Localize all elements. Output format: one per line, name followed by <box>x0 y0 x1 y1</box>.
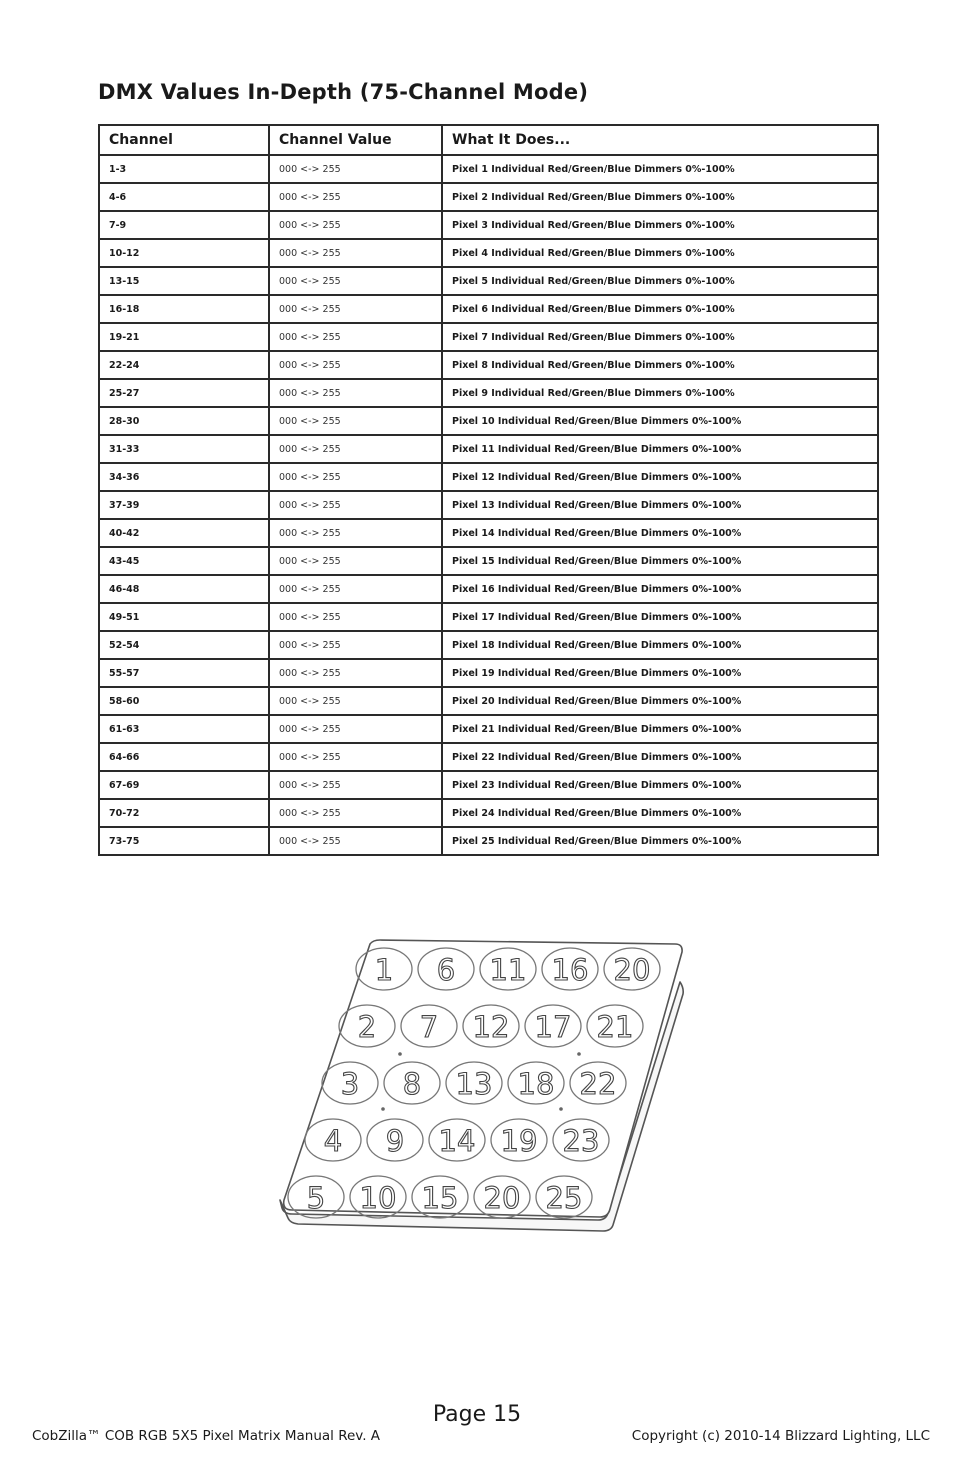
description-cell: Pixel 24 Individual Red/Green/Blue Dimmers 0%-100% <box>442 799 878 827</box>
table-row <box>99 799 878 827</box>
pixel-number: 18 <box>517 1067 555 1101</box>
pixel-number: 19 <box>500 1124 538 1158</box>
channel-cell: 40-42 <box>99 519 269 547</box>
channel-cell: 52-54 <box>99 631 269 659</box>
channel-cell: 46-48 <box>99 575 269 603</box>
channel-cell: 4-6 <box>99 183 269 211</box>
channel-cell: 37-39 <box>99 491 269 519</box>
channel-value-cell: 000 <-> 255 <box>269 631 442 659</box>
table-row <box>99 239 878 267</box>
channel-cell: 31-33 <box>99 435 269 463</box>
description-cell: Pixel 17 Individual Red/Green/Blue Dimmers 0%-100% <box>442 603 878 631</box>
pixel-number: 20 <box>483 1181 521 1215</box>
description-cell: Pixel 5 Individual Red/Green/Blue Dimmers 0%-100% <box>442 267 878 295</box>
description-cell: Pixel 1 Individual Red/Green/Blue Dimmers 0%-100% <box>442 155 878 183</box>
pixel-number: 23 <box>562 1124 600 1158</box>
table-row <box>99 603 878 631</box>
channel-cell: 28-30 <box>99 407 269 435</box>
description-cell: Pixel 15 Individual Red/Green/Blue Dimmers 0%-100% <box>442 547 878 575</box>
table-header-row <box>99 125 878 155</box>
pixel-number: 17 <box>534 1010 572 1044</box>
description-cell: Pixel 2 Individual Red/Green/Blue Dimmers 0%-100% <box>442 183 878 211</box>
channel-value-cell: 000 <-> 255 <box>269 519 442 547</box>
description-cell: Pixel 13 Individual Red/Green/Blue Dimmers 0%-100% <box>442 491 878 519</box>
decor-dot <box>559 1107 563 1111</box>
channel-cell: 43-45 <box>99 547 269 575</box>
channel-cell: 49-51 <box>99 603 269 631</box>
channel-value-cell: 000 <-> 255 <box>269 715 442 743</box>
pixel-number: 21 <box>596 1010 634 1044</box>
channel-value-cell: 000 <-> 255 <box>269 267 442 295</box>
pixel-number: 22 <box>579 1067 617 1101</box>
channel-value-cell: 000 <-> 255 <box>269 211 442 239</box>
column-header-channel: Channel <box>99 125 269 155</box>
pixel-number: 13 <box>455 1067 493 1101</box>
channel-cell: 61-63 <box>99 715 269 743</box>
pixel-number: 25 <box>545 1181 583 1215</box>
pixel-number: 11 <box>489 953 527 987</box>
pixel-number: 4 <box>323 1124 343 1158</box>
description-cell: Pixel 12 Individual Red/Green/Blue Dimmers 0%-100% <box>442 463 878 491</box>
column-header-channel-value: Channel Value <box>269 125 442 155</box>
decor-dot <box>398 1052 402 1056</box>
page-title: DMX Values In-Depth (75-Channel Mode) <box>98 80 589 104</box>
channel-value-cell: 000 <-> 255 <box>269 743 442 771</box>
channel-value-cell: 000 <-> 255 <box>269 155 442 183</box>
table-row <box>99 659 878 687</box>
table-row <box>99 771 878 799</box>
table-row <box>99 519 878 547</box>
channel-cell: 70-72 <box>99 799 269 827</box>
channel-value-cell: 000 <-> 255 <box>269 827 442 855</box>
description-cell: Pixel 19 Individual Red/Green/Blue Dimmers 0%-100% <box>442 659 878 687</box>
description-cell: Pixel 18 Individual Red/Green/Blue Dimmers 0%-100% <box>442 631 878 659</box>
pixel-number: 3 <box>340 1067 360 1101</box>
channel-cell: 64-66 <box>99 743 269 771</box>
page-number: Page 15 <box>432 1402 522 1427</box>
pixel-number: 8 <box>402 1067 422 1101</box>
channel-value-cell: 000 <-> 255 <box>269 463 442 491</box>
decor-dot <box>577 1052 581 1056</box>
channel-value-cell: 000 <-> 255 <box>269 183 442 211</box>
channel-cell: 25-27 <box>99 379 269 407</box>
description-cell: Pixel 22 Individual Red/Green/Blue Dimmers 0%-100% <box>442 743 878 771</box>
channel-value-cell: 000 <-> 255 <box>269 547 442 575</box>
channel-cell: 13-15 <box>99 267 269 295</box>
channel-value-cell: 000 <-> 255 <box>269 239 442 267</box>
description-cell: Pixel 14 Individual Red/Green/Blue Dimmers 0%-100% <box>442 519 878 547</box>
pixel-number: 16 <box>551 953 589 987</box>
description-cell: Pixel 9 Individual Red/Green/Blue Dimmers 0%-100% <box>442 379 878 407</box>
table-row <box>99 743 878 771</box>
channel-cell: 58-60 <box>99 687 269 715</box>
channel-cell: 10-12 <box>99 239 269 267</box>
description-cell: Pixel 8 Individual Red/Green/Blue Dimmers 0%-100% <box>442 351 878 379</box>
channel-value-cell: 000 <-> 255 <box>269 379 442 407</box>
pixel-number: 15 <box>421 1181 459 1215</box>
description-cell: Pixel 23 Individual Red/Green/Blue Dimmers 0%-100% <box>442 771 878 799</box>
pixel-number: 5 <box>306 1181 326 1215</box>
pixel-number: 7 <box>419 1010 439 1044</box>
pixel-number: 12 <box>472 1010 510 1044</box>
channel-value-cell: 000 <-> 255 <box>269 351 442 379</box>
channel-value-cell: 000 <-> 255 <box>269 323 442 351</box>
channel-value-cell: 000 <-> 255 <box>269 659 442 687</box>
decor-dot <box>381 1107 385 1111</box>
table-row <box>99 435 878 463</box>
channel-cell: 19-21 <box>99 323 269 351</box>
footer-manual-title: CobZilla™ COB RGB 5X5 Pixel Matrix Manual Rev. A <box>32 1428 381 1444</box>
table-row <box>99 827 878 855</box>
table-row <box>99 715 878 743</box>
pixel-number: 20 <box>613 953 651 987</box>
description-cell: Pixel 6 Individual Red/Green/Blue Dimmers 0%-100% <box>442 295 878 323</box>
channel-value-cell: 000 <-> 255 <box>269 435 442 463</box>
channel-cell: 1-3 <box>99 155 269 183</box>
description-cell: Pixel 10 Individual Red/Green/Blue Dimmers 0%-100% <box>442 407 878 435</box>
table-row <box>99 491 878 519</box>
pixel-number: 6 <box>436 953 456 987</box>
table-row <box>99 407 878 435</box>
channel-value-cell: 000 <-> 255 <box>269 491 442 519</box>
description-cell: Pixel 20 Individual Red/Green/Blue Dimmers 0%-100% <box>442 687 878 715</box>
description-cell: Pixel 7 Individual Red/Green/Blue Dimmers 0%-100% <box>442 323 878 351</box>
description-cell: Pixel 25 Individual Red/Green/Blue Dimmers 0%-100% <box>442 827 878 855</box>
table-row <box>99 575 878 603</box>
channel-cell: 7-9 <box>99 211 269 239</box>
table-row <box>99 351 878 379</box>
table-row <box>99 323 878 351</box>
pixel-matrix-diagram <box>278 938 698 1248</box>
channel-cell: 16-18 <box>99 295 269 323</box>
description-cell: Pixel 21 Individual Red/Green/Blue Dimmers 0%-100% <box>442 715 878 743</box>
description-cell: Pixel 4 Individual Red/Green/Blue Dimmers 0%-100% <box>442 239 878 267</box>
channel-cell: 67-69 <box>99 771 269 799</box>
table-row <box>99 295 878 323</box>
table-row <box>99 463 878 491</box>
description-cell: Pixel 11 Individual Red/Green/Blue Dimmers 0%-100% <box>442 435 878 463</box>
channel-cell: 55-57 <box>99 659 269 687</box>
pixel-number: 14 <box>438 1124 476 1158</box>
channel-cell: 34-36 <box>99 463 269 491</box>
table-row <box>99 155 878 183</box>
table-row <box>99 631 878 659</box>
channel-value-cell: 000 <-> 255 <box>269 603 442 631</box>
pixel-number: 1 <box>374 953 394 987</box>
channel-value-cell: 000 <-> 255 <box>269 407 442 435</box>
table-row <box>99 687 878 715</box>
table-row <box>99 183 878 211</box>
channel-cell: 73-75 <box>99 827 269 855</box>
channel-value-cell: 000 <-> 255 <box>269 575 442 603</box>
column-header-what-it-does: What It Does... <box>442 125 878 155</box>
description-cell: Pixel 16 Individual Red/Green/Blue Dimmers 0%-100% <box>442 575 878 603</box>
channel-value-cell: 000 <-> 255 <box>269 799 442 827</box>
pixel-number: 9 <box>385 1124 405 1158</box>
description-cell: Pixel 3 Individual Red/Green/Blue Dimmers 0%-100% <box>442 211 878 239</box>
footer-copyright: Copyright (c) 2010-14 Blizzard Lighting, LLC <box>631 1428 930 1444</box>
table-row <box>99 547 878 575</box>
pixel-number: 10 <box>359 1181 397 1215</box>
table-row <box>99 211 878 239</box>
pixel-number: 2 <box>357 1010 377 1044</box>
channel-value-cell: 000 <-> 255 <box>269 295 442 323</box>
dmx-values-table <box>98 124 879 856</box>
channel-value-cell: 000 <-> 255 <box>269 771 442 799</box>
channel-cell: 22-24 <box>99 351 269 379</box>
channel-value-cell: 000 <-> 255 <box>269 687 442 715</box>
table-row <box>99 267 878 295</box>
table-row <box>99 379 878 407</box>
